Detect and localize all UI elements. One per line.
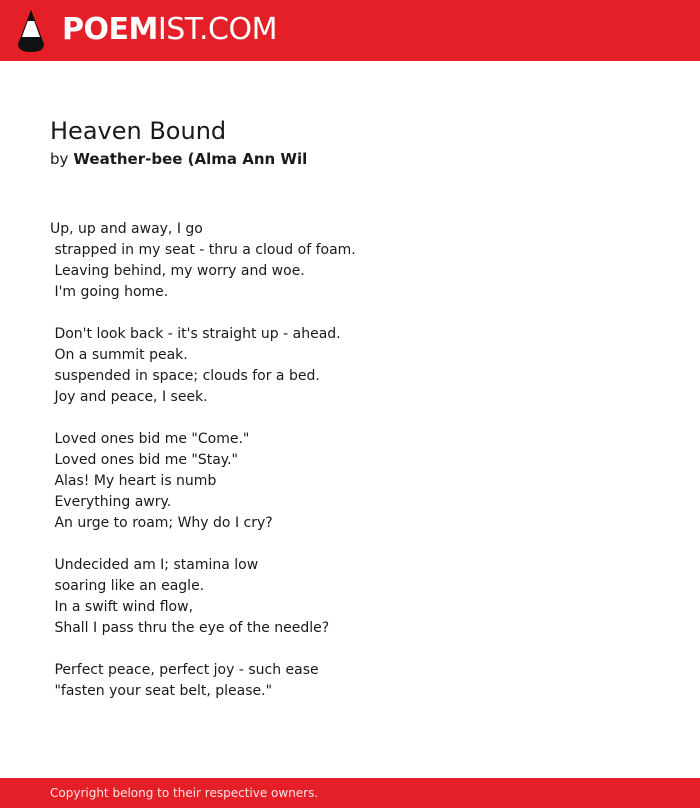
poem-line: Undecided am I; stamina low bbox=[50, 557, 259, 573]
author-name[interactable]: Weather-bee (Alma Ann Wil bbox=[73, 150, 308, 168]
stanza bbox=[50, 429, 650, 534]
poem-line: Everything awry. bbox=[50, 494, 172, 510]
poem-line: Loved ones bid me "Stay." bbox=[50, 452, 238, 468]
poem-line: Shall I pass thru the eye of the needle? bbox=[50, 620, 330, 636]
poem-line: strapped in my seat - thru a cloud of foam. bbox=[50, 242, 356, 258]
poem-line: An urge to roam; Why do I cry? bbox=[50, 515, 273, 531]
site-logo[interactable] bbox=[62, 13, 277, 47]
poem-line: In a swift wind flow, bbox=[50, 599, 194, 615]
poem-line: Leaving behind, my worry and woe. bbox=[50, 263, 305, 279]
poem-line: Loved ones bid me "Come." bbox=[50, 431, 250, 447]
site-footer bbox=[0, 778, 700, 808]
logo-text-light: IST.COM bbox=[157, 12, 277, 47]
stanza bbox=[50, 219, 650, 303]
poem-line: On a summit peak. bbox=[50, 347, 188, 363]
poem-line: Up, up and away, I go bbox=[50, 221, 203, 237]
stanza bbox=[50, 660, 650, 702]
site-header bbox=[0, 0, 700, 61]
poem-title: Heaven Bound bbox=[50, 117, 227, 145]
pencil-tip-icon[interactable] bbox=[18, 10, 44, 52]
poem-line: Alas! My heart is numb bbox=[50, 473, 217, 489]
byline bbox=[50, 149, 307, 169]
poem-body bbox=[50, 219, 650, 723]
poem-line: "fasten your seat belt, please." bbox=[50, 683, 273, 699]
logo-text-bold: POEM bbox=[62, 12, 158, 47]
by-label: by bbox=[50, 150, 69, 168]
poem-line: suspended in space; clouds for a bed. bbox=[50, 368, 320, 384]
poem-line: Perfect peace, perfect joy - such ease bbox=[50, 662, 319, 678]
poem-line: soaring like an eagle. bbox=[50, 578, 205, 594]
copyright-text: Copyright belong to their respective owners. bbox=[50, 786, 319, 800]
poem-line: Don't look back - it's straight up - ahead. bbox=[50, 326, 341, 342]
stanza bbox=[50, 555, 650, 639]
poem-line: I'm going home. bbox=[50, 284, 169, 300]
poem-line: Joy and peace, I seek. bbox=[50, 389, 208, 405]
stanza bbox=[50, 324, 650, 408]
